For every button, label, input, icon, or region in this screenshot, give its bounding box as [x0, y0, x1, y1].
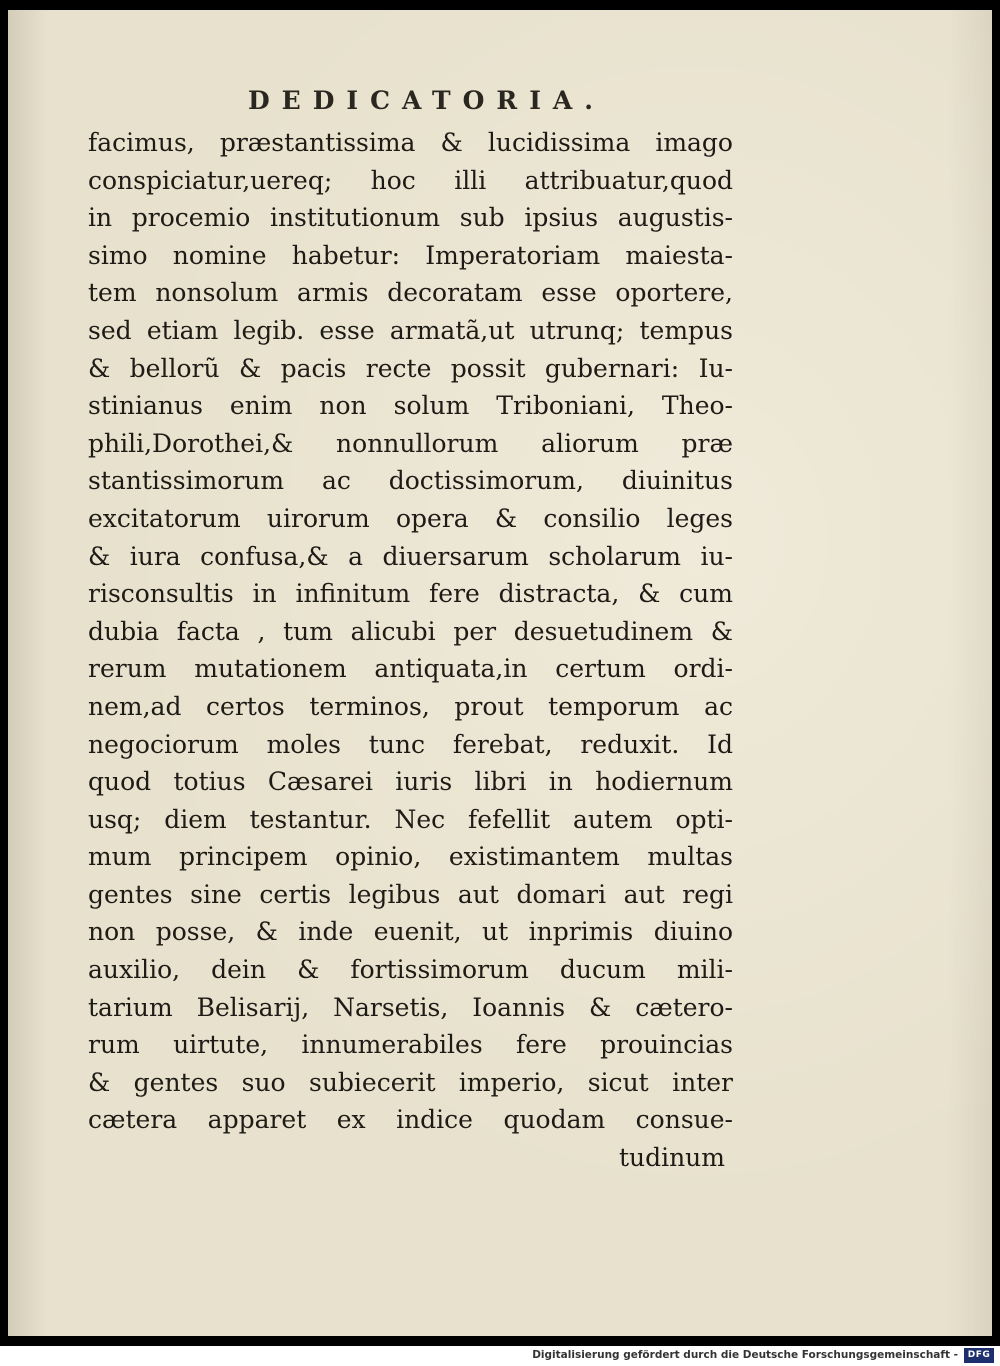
text-line: tem nonsolum armis decoratam esse oportere,: [88, 278, 733, 308]
text-line: & gentes suo subiecerit imperio, sicut inter: [88, 1067, 733, 1097]
catchword: tudinum: [618, 1143, 725, 1173]
text-line: & iura confusa,& a diuersarum scholarum iu-: [88, 541, 733, 571]
text-line: risconsultis in infinitum fere distracta, & cum: [88, 579, 733, 609]
text-line: excitatorum uirorum opera & consilio leges: [88, 503, 733, 533]
text-line: facimus, præstantissima & lucidissima imago: [88, 128, 733, 157]
text-line: rum uirtute, innumerabiles fere prouincias: [88, 1030, 733, 1060]
text-line: sed etiam legib. esse armatã,ut utrunq; tempus: [88, 315, 733, 345]
text-line: gentes sine certis legibus aut domari aut regi: [88, 879, 733, 909]
text-line: conspiciatur,uereq; hoc illi attribuatur,quod: [88, 165, 733, 195]
text-line: tarium Belisarij, Narsetis, Ioannis & cætero-: [88, 992, 733, 1022]
text-line: mum principem opinio, existimantem multas: [88, 842, 733, 872]
footer-bar: [0, 1346, 1000, 1366]
running-head: DEDICATORIA.: [248, 86, 605, 115]
text-line: rerum mutationem antiquata,in certum ordi-: [88, 654, 733, 684]
text-line: phili,Dorothei,& nonnullorum aliorum præ: [88, 428, 733, 458]
text-line: usq; diem testantur. Nec fefellit autem opti-: [88, 804, 733, 834]
text-line: stinianus enim non solum Triboniani, Theo-: [88, 391, 733, 421]
text-line: nem,ad certos terminos, prout temporum ac: [88, 691, 733, 721]
text-line: non posse, & inde euenit, ut inprimis diuino: [88, 917, 733, 947]
dfg-logo-icon: DFG: [964, 1348, 994, 1363]
text-line: quod totius Cæsarei iuris libri in hodiernum: [88, 767, 733, 797]
funding-credit: Digitalisierung gefördert durch die Deutsche Forschungsgemeinschaft -: [532, 1349, 958, 1361]
book-page: [8, 10, 992, 1336]
text-line: in procemio institutionum sub ipsius augustis-: [88, 203, 733, 233]
text-line: cætera apparet ex indice quodam consue-: [88, 1105, 733, 1135]
text-line: auxilio, dein & fortissimorum ducum mili-: [88, 955, 733, 985]
text-line: & bellorũ & pacis recte possit gubernari: Iu-: [88, 353, 733, 383]
text-line: simo nomine habetur: Imperatoriam maiesta-: [88, 240, 733, 270]
body-text: [88, 124, 733, 1177]
text-line: stantissimorum ac doctissimorum, diuinitus: [88, 466, 733, 496]
text-line: dubia facta , tum alicubi per desuetudinem &: [88, 616, 733, 646]
text-line: negociorum moles tunc ferebat, reduxit. Id: [88, 729, 733, 759]
